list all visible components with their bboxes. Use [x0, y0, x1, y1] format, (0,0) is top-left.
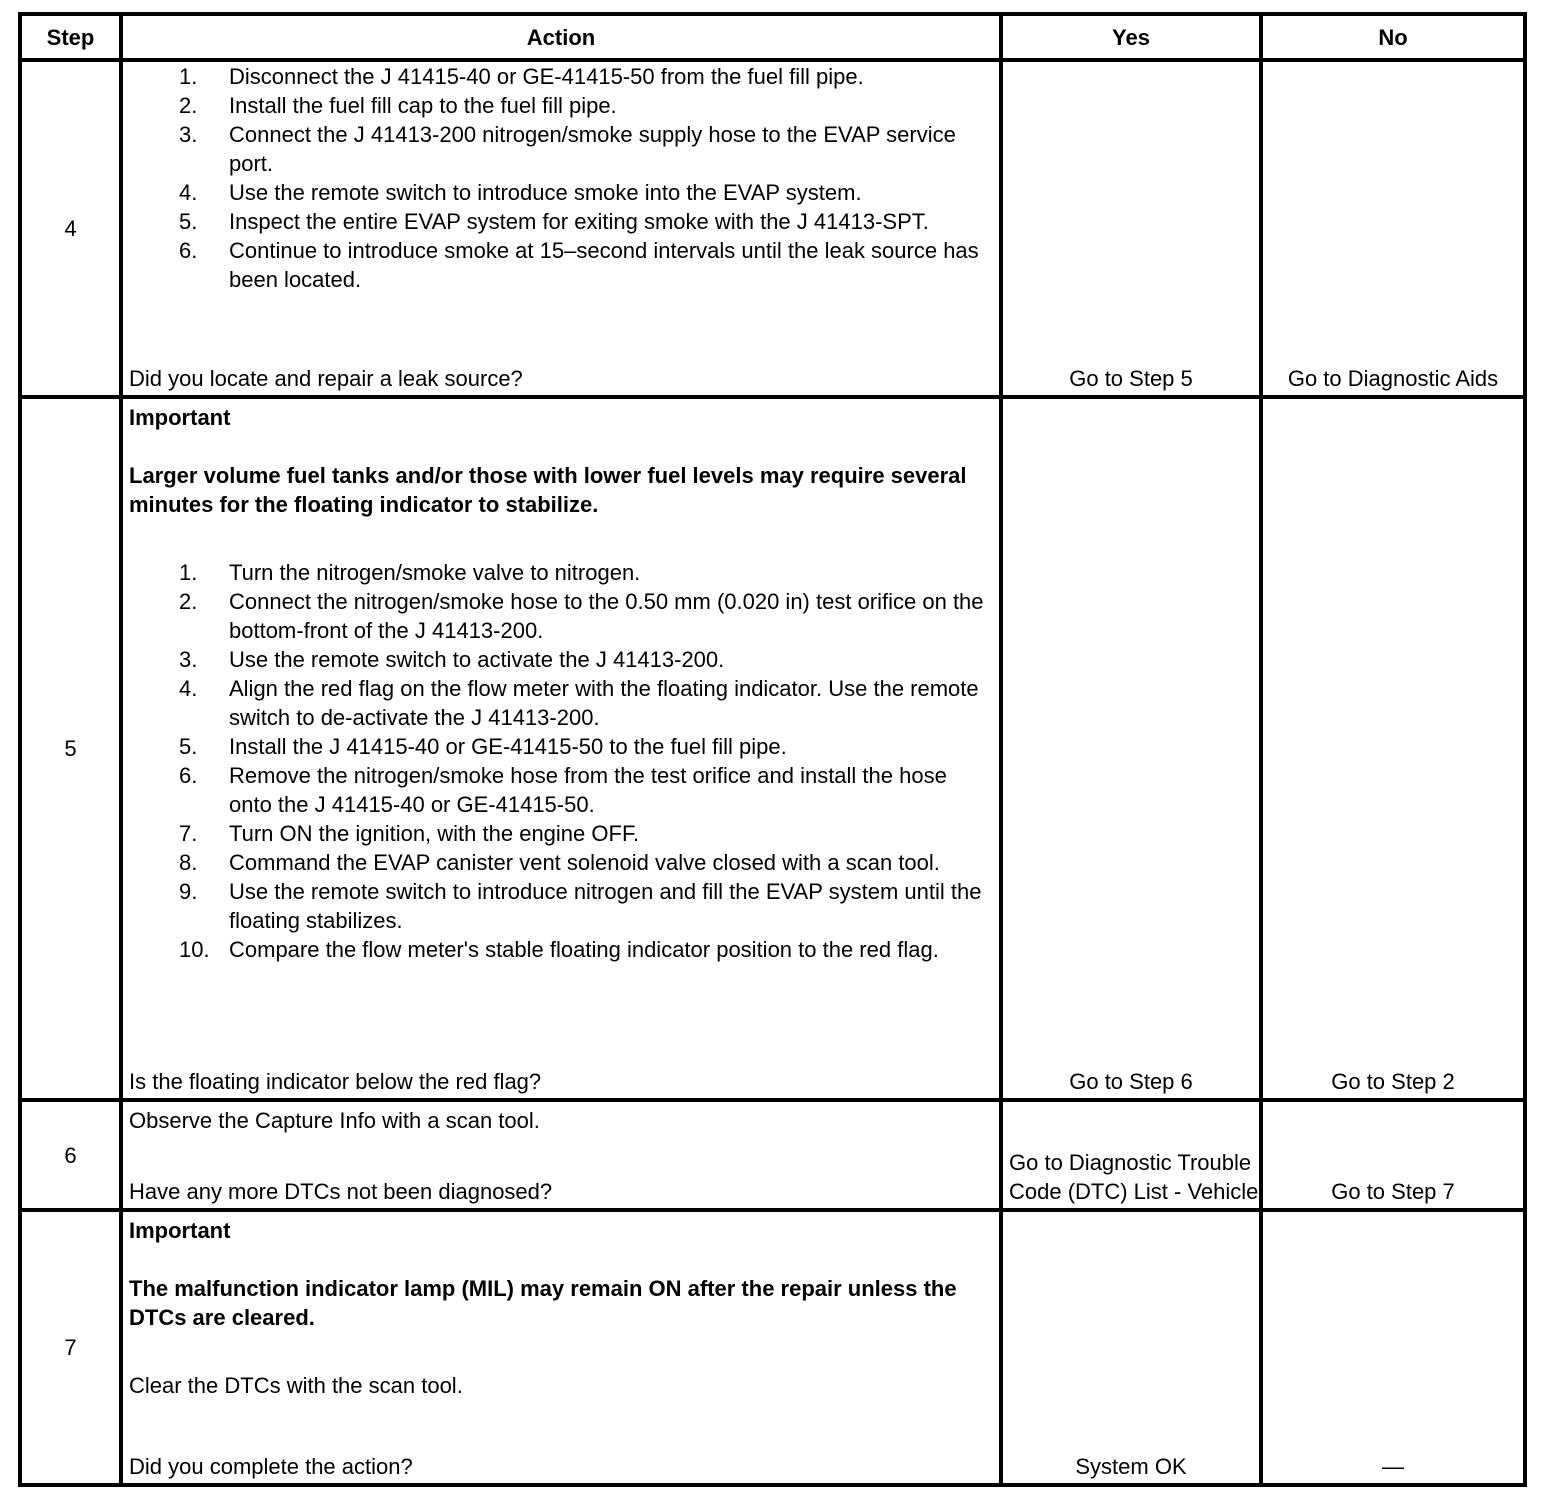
header-yes: Yes	[1001, 14, 1261, 60]
action-list	[129, 62, 993, 294]
no-cell: Go to Step 7	[1261, 1100, 1525, 1210]
action-cell	[121, 1100, 1001, 1210]
important-note: The malfunction indicator lamp (MIL) may remain ON after the repair unless the DTCs are cleared.	[129, 1276, 957, 1330]
list-item: 5. Install the J 41415-40 or GE-41415-50 to the fuel fill pipe.	[179, 734, 787, 759]
diagnostic-table	[18, 12, 1527, 1487]
important-note: Larger volume fuel tanks and/or those with lower fuel levels may require several minutes for the floating indicator to stabilize.	[129, 463, 967, 517]
no-cell: Go to Diagnostic Aids	[1261, 60, 1525, 397]
header-action: Action	[121, 14, 1001, 60]
table-row	[20, 1100, 1525, 1210]
step-number: 5	[20, 397, 121, 1100]
list-item: 9. Use the remote switch to introduce nitrogen and fill the EVAP system until the floating stabilizes.	[179, 879, 982, 933]
question-text: Did you locate and repair a leak source?	[129, 366, 523, 391]
important-label: Important	[129, 405, 231, 430]
yes-cell: Go to Step 6	[1001, 397, 1261, 1100]
important-label: Important	[129, 1218, 231, 1243]
list-item: 2. Install the fuel fill cap to the fuel fill pipe.	[179, 93, 617, 118]
no-cell: Go to Step 2	[1261, 397, 1525, 1100]
list-item: 1. Turn the nitrogen/smoke valve to nitrogen.	[179, 560, 641, 585]
action-text: Clear the DTCs with the scan tool.	[129, 1373, 463, 1398]
list-item: 1. Disconnect the J 41415-40 or GE-41415-50 from the fuel fill pipe.	[179, 64, 864, 89]
list-item: 3. Connect the J 41413-200 nitrogen/smoke supply hose to the EVAP service port.	[179, 122, 956, 176]
list-item: 8. Command the EVAP canister vent solenoid valve closed with a scan tool.	[179, 850, 940, 875]
table-row	[20, 397, 1525, 1100]
question-text: Have any more DTCs not been diagnosed?	[129, 1179, 553, 1204]
action-list	[129, 558, 993, 964]
action-cell	[121, 397, 1001, 1100]
question-text: Did you complete the action?	[129, 1454, 413, 1479]
list-item: 5. Inspect the entire EVAP system for exiting smoke with the J 41413-SPT.	[179, 209, 929, 234]
list-item: 6. Continue to introduce smoke at 15–second intervals until the leak source has been located.	[179, 238, 979, 292]
question-text: Is the floating indicator below the red flag?	[129, 1069, 542, 1094]
list-item: 6. Remove the nitrogen/smoke hose from the test orifice and install the hose onto the J 41415-40 or GE-41415-50.	[179, 763, 947, 817]
list-item: 7. Turn ON the ignition, with the engine OFF.	[179, 821, 640, 846]
header-row	[20, 14, 1525, 60]
action-cell	[121, 1210, 1001, 1485]
step-number: 7	[20, 1210, 121, 1485]
yes-cell: Go to Step 5	[1001, 60, 1261, 397]
action-text: Observe the Capture Info with a scan tool.	[129, 1108, 540, 1133]
header-no: No	[1261, 14, 1525, 60]
yes-cell: Go to Diagnostic Trouble Code (DTC) List - Vehicle	[1001, 1100, 1261, 1210]
no-cell: —	[1261, 1210, 1525, 1485]
list-item: 10. Compare the flow meter's stable floating indicator position to the red flag.	[179, 937, 939, 962]
header-step: Step	[20, 14, 121, 60]
step-number: 6	[20, 1100, 121, 1210]
action-cell	[121, 60, 1001, 397]
table-row	[20, 1210, 1525, 1485]
step-number: 4	[20, 60, 121, 397]
table-row	[20, 60, 1525, 397]
list-item: 3. Use the remote switch to activate the J 41413-200.	[179, 647, 725, 672]
list-item: 4. Use the remote switch to introduce smoke into the EVAP system.	[179, 180, 862, 205]
list-item: 4. Align the red flag on the flow meter with the floating indicator. Use the remote switch to de-activate the J 41413-200.	[179, 676, 979, 730]
list-item: 2. Connect the nitrogen/smoke hose to the 0.50 mm (0.020 in) test orifice on the bottom-front of the J 41413-200.	[179, 589, 984, 643]
yes-cell: System OK	[1001, 1210, 1261, 1485]
